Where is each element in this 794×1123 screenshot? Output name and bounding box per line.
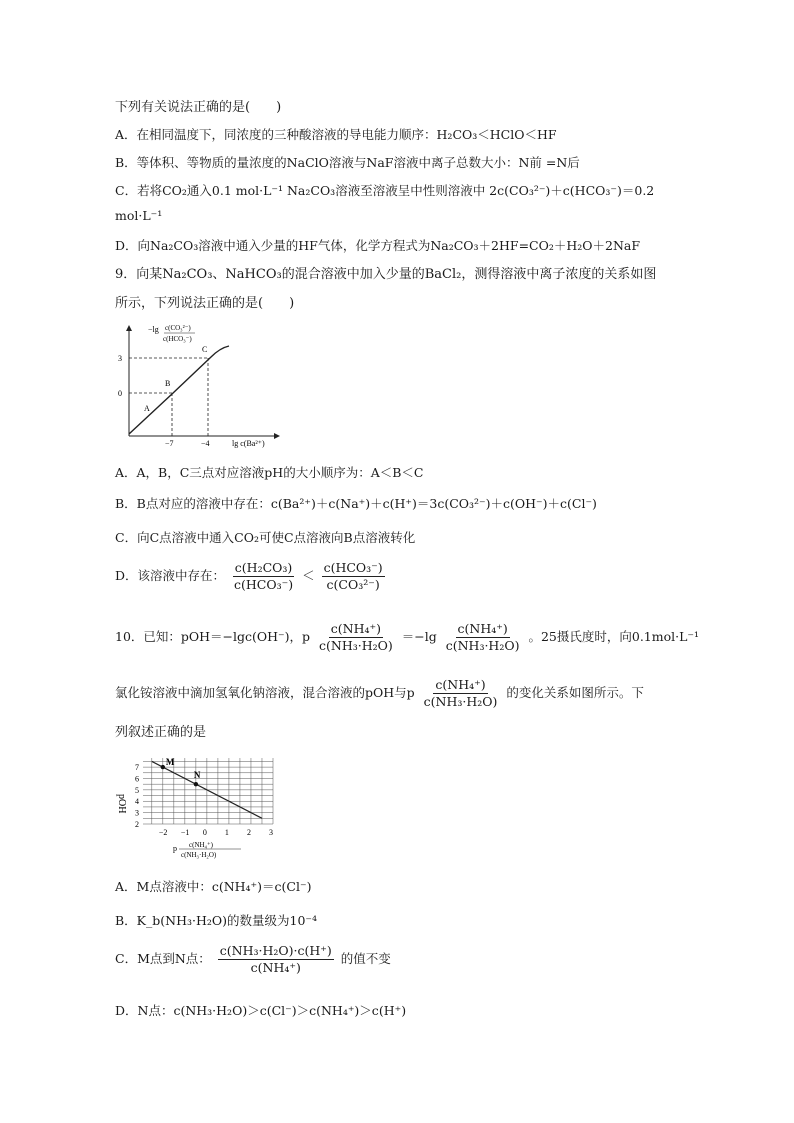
q8-option-a: A．在相同温度下，同浓度的三种酸溶液的导电能力顺序：H₂CO₃＜HClO＜HF	[115, 127, 557, 142]
q9-stem-2: 所示，下列说法正确的是( )	[115, 296, 295, 311]
q9-d-num-1: c(H₂CO₃)	[234, 560, 293, 575]
q8-option-c-cont: mol·L⁻¹	[115, 208, 163, 223]
q9-d-num-2: c(HCO₃⁻)	[323, 560, 383, 575]
q10-stem-frac-1-den: c(NH₃·H₂O)	[319, 638, 393, 653]
q8-option-d: D．向Na₂CO₃溶液中通入少量的HF气体，化学方程式为Na₂CO₃＋2HF=CO₂＋H₂O＋2NaF	[115, 238, 641, 253]
q10-stem-frac-3-den: c(NH₃·H₂O)	[423, 694, 498, 709]
q10-stem-1b: ＝−lg	[401, 629, 437, 644]
q10-stem-frac-3	[422, 677, 500, 710]
q10-stem-frac-1	[317, 621, 395, 654]
q10-xtick: −2	[158, 828, 168, 837]
q10-ytick: 2	[135, 820, 139, 829]
q9-ylabel-prefix: −lg	[148, 325, 159, 334]
q9-chart	[115, 322, 285, 454]
q9-ytick-3: 3	[118, 354, 122, 363]
q10-c-den: c(NH₄⁺)	[250, 960, 301, 975]
q9-xtick-7: −7	[165, 439, 174, 448]
q10-stem-frac-1-num: c(NH₄⁺)	[330, 621, 381, 636]
q8-option-b: B．等体积、等物质的量浓度的NaClO溶液与NaF溶液中离子总数大小：N前 =N后	[115, 155, 580, 170]
intro-question: 下列有关说法正确的是( )	[115, 100, 282, 115]
q10-option-c-prefix: C．M点到N点：	[115, 951, 211, 966]
q8-option-c: C．若将CO₂通入0.1 mol·L⁻¹ Na₂CO₃溶液至溶液呈中性则溶液中 2c(CO₃²⁻)＋c(HCO₃⁻)＝0.2	[115, 183, 655, 198]
q10-point-m	[161, 765, 165, 769]
q10-option-d: D．N点：c(NH₃·H₂O)＞c(Cl⁻)＞c(NH₄⁺)＞c(H⁺)	[115, 1003, 407, 1018]
q10-stem-frac-2-den: c(NH₃·H₂O)	[445, 638, 520, 653]
q10-stem-2b: 的变化关系如图所示。下	[506, 685, 644, 700]
q9-point-b-label: B	[165, 379, 171, 388]
q10-option-c-suffix: 的值不变	[340, 951, 391, 966]
q10-xtick: 0	[202, 828, 207, 837]
q9-d-fraction-2	[322, 560, 385, 593]
q10-xtick: −1	[180, 828, 190, 837]
q10-option-b: B．K_b(NH₃·H₂O)的数量级为10⁻⁴	[115, 913, 318, 928]
q9-d-fraction-1	[232, 560, 295, 593]
q10-point-n-label: N	[193, 770, 201, 781]
q10-xlabel-den: c(NH₃·H₂O)	[181, 851, 217, 859]
q10-stem-3: 列叙述正确的是	[115, 725, 207, 740]
q10-point-m-label: M	[165, 757, 175, 768]
q10-stem-2	[115, 677, 644, 710]
q10-stem-1a: 10．已知：pOH＝−lgc(OH⁻)，p	[115, 629, 311, 644]
q10-chart	[113, 752, 283, 864]
q9-xlabel: lg c(Ba²⁺)	[232, 439, 265, 448]
q10-stem-1c: 。25摄氏度时，向0.1mol·L⁻¹	[528, 629, 700, 644]
q9-point-c-label: C	[202, 345, 208, 354]
q10-c-num: c(NH₃·H₂O)·c(H⁺)	[219, 943, 332, 958]
q9-ylabel-num: c(CO₃²⁻)	[165, 324, 191, 332]
q9-ytick-0: 0	[118, 389, 122, 398]
q10-ytick: 4	[135, 797, 139, 807]
q9-option-c: C．向C点溶液中通入CO₂可使C点溶液向B点溶液转化	[115, 530, 416, 545]
q10-ytick: 5	[135, 785, 139, 795]
q10-stem-frac-2-num: c(NH₄⁺)	[457, 621, 508, 636]
q9-ylabel-den: c(HCO₃⁻)	[163, 335, 192, 343]
q10-chart-svg	[113, 752, 283, 864]
q9-xtick-4: −4	[201, 439, 210, 448]
q10-xlabel-p: p	[173, 844, 177, 853]
q9-option-b: B．B点对应的溶液中存在：c(Ba²⁺)＋c(Na⁺)＋c(H⁺)＝3c(CO₃²⁻)＋c(OH⁻)＋c(Cl⁻)	[115, 496, 597, 511]
q10-stem-frac-2	[444, 621, 522, 654]
q9-d-den-1: c(HCO₃⁻)	[234, 577, 294, 592]
q10-xtick: 1	[224, 828, 229, 837]
q10-stem-frac-3-num: c(NH₄⁺)	[435, 677, 486, 692]
q10-ytick: 3	[135, 808, 139, 818]
q10-ylabel: pOH	[116, 794, 127, 814]
q10-option-c	[115, 943, 391, 976]
q10-xtick: 2	[246, 828, 251, 837]
q9-point-a-label: A	[144, 404, 150, 413]
q10-stem-2a: 氯化铵溶液中滴加氢氧化钠溶液，混合溶液的pOH与p	[115, 685, 415, 700]
q10-option-a: A．M点溶液中：c(NH₄⁺)＝c(Cl⁻)	[115, 879, 312, 894]
q9-d-den-2: c(CO₃²⁻)	[326, 577, 380, 592]
q10-stem-1	[115, 621, 699, 654]
q10-ytick: 6	[135, 774, 139, 784]
q9-option-d	[115, 560, 388, 593]
q10-point-n	[194, 782, 198, 786]
q10-ytick: 7	[135, 763, 139, 773]
q10-c-fraction	[218, 943, 334, 976]
q9-option-d-prefix: D．该溶液中存在：	[115, 568, 226, 583]
q9-chart-svg	[115, 322, 285, 454]
q10-xlabel-num: c(NH₄⁺)	[189, 841, 214, 849]
q9-curve	[129, 346, 229, 434]
q9-stem-1: 9．向某Na₂CO₃、NaHCO₃的混合溶液中加入少量的BaCl₂，测得溶液中离子浓度的关系如图	[115, 267, 657, 282]
q9-option-a: A．A，B，C三点对应溶液pH的大小顺序为：A＜B＜C	[115, 465, 424, 480]
q9-d-op: ＜	[302, 568, 315, 583]
q10-xtick: 3	[269, 828, 273, 837]
